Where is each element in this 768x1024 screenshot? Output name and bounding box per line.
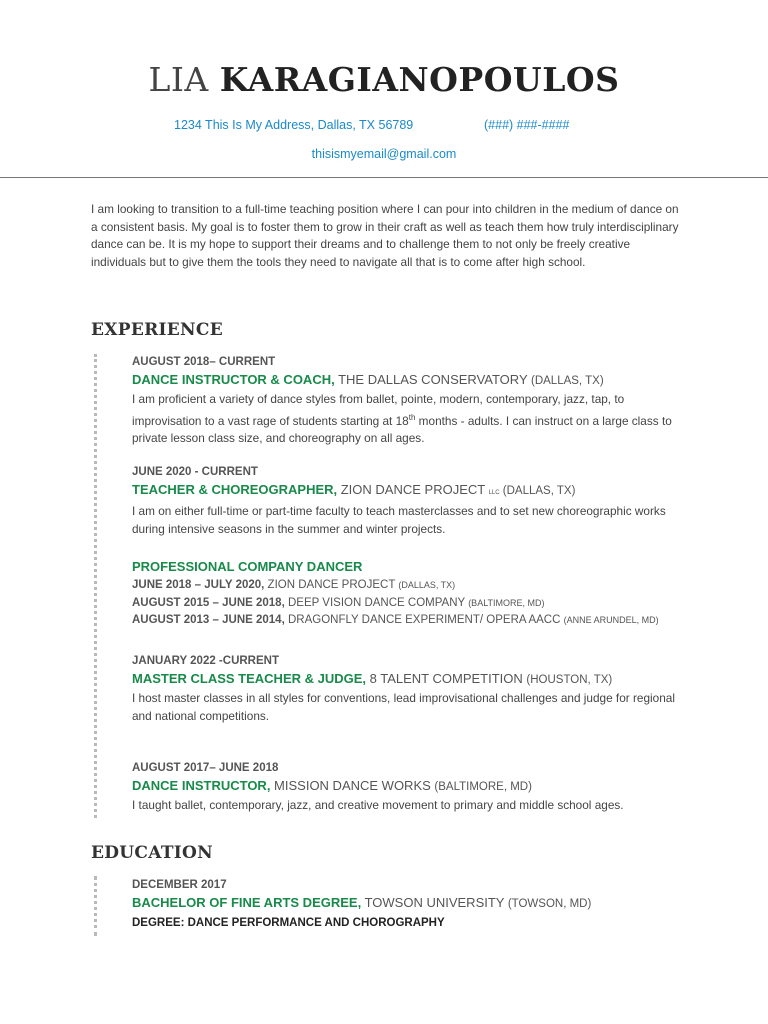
entry-role xyxy=(132,776,680,797)
entry-org: MISSION DANCE WORKS xyxy=(270,778,435,793)
company-line: JUNE 2018 – JULY 2020, ZION DANCE PROJECT (DALLAS, TX) xyxy=(132,579,456,591)
entry-description: I am proficient a variety of dance styles from ballet, pointe, modern, contemporary, jazz, tap, to improvisation to a vast rage of students starting at 18th months - adults. I can instruct on a large class to private lesson class size, and choreography on all ages. xyxy=(132,392,672,446)
email[interactable]: thisismyemail@gmail.com xyxy=(311,147,457,161)
experience-entry-3 xyxy=(132,557,680,630)
entry-date: AUGUST 2018– CURRENT xyxy=(132,356,276,368)
entry-location: (DALLAS, TX) xyxy=(531,375,604,387)
header-divider xyxy=(0,177,768,178)
education-entry xyxy=(132,877,680,932)
address: 1234 This Is My Address, Dallas, TX 56789 xyxy=(174,118,414,132)
experience-timeline-line xyxy=(94,354,97,818)
entry-date: JANUARY 2022 -CURRENT xyxy=(132,655,279,667)
education-heading: EDUCATION xyxy=(91,843,213,863)
entry-location: (BALTIMORE, MD) xyxy=(434,781,532,793)
entry-date: AUGUST 2017– JUNE 2018 xyxy=(132,762,279,774)
experience-entry-2 xyxy=(132,464,680,538)
entry-title: BACHELOR OF FINE ARTS DEGREE, xyxy=(132,895,362,910)
entry-title: MASTER CLASS TEACHER & JUDGE, xyxy=(132,671,367,686)
degree-detail: DEGREE: DANCE PERFORMANCE AND CHOROGRAPHY xyxy=(132,917,445,929)
experience-heading: EXPERIENCE xyxy=(91,320,223,340)
experience-entry-4 xyxy=(132,653,680,725)
last-name: KARAGIANOPOULOS xyxy=(219,60,620,99)
entry-location: (TOWSON, MD) xyxy=(507,898,592,910)
entry-date: JUNE 2020 - CURRENT xyxy=(132,466,258,478)
company-line: AUGUST 2015 – JUNE 2018, DEEP VISION DANCE COMPANY (BALTIMORE, MD) xyxy=(132,596,545,609)
entry-org: THE DALLAS CONSERVATORY xyxy=(334,372,531,387)
experience-entry-1 xyxy=(132,354,680,448)
entry-org: ZION DANCE PROJECT xyxy=(337,482,489,497)
entry-role xyxy=(132,669,680,690)
entry-role xyxy=(132,370,680,391)
first-name: LIA xyxy=(148,60,209,99)
summary: I am looking to transition to a full-time teaching position where I can pour into children in the medium of dance on a consistent basis. My goal is to foster them to grow in their craft as well as teach them how truly interdisciplinary dance can be. It is my hope to support their dreams and to challenge them to not only be freely creative individuals but to give them the tools they need to navigate all that is to come after high school. xyxy=(91,202,679,270)
entry-title: DANCE INSTRUCTOR & COACH, xyxy=(132,372,335,387)
entry-description: I am on either full-time or part-time faculty to teach masterclasses and to set new choreographic works during intensive seasons in the summer and winter projects. xyxy=(132,504,666,536)
entry-location: (DALLAS, TX) xyxy=(499,485,576,497)
entry-role xyxy=(132,480,680,503)
entry-title: TEACHER & CHOREOGRAPHER, xyxy=(132,482,338,497)
entry-org: TOWSON UNIVERSITY xyxy=(361,895,508,910)
entry-location: (HOUSTON, TX) xyxy=(526,674,613,686)
applicant-name xyxy=(0,60,768,99)
entry-description: I host master classes in all styles for conventions, lead improvisational challenges and judge for regional and national competitions. xyxy=(132,691,675,723)
entry-title: DANCE INSTRUCTOR, xyxy=(132,778,271,793)
entry-org: 8 TALENT COMPETITION xyxy=(366,671,527,686)
experience-entry-5 xyxy=(132,760,680,815)
entry-role xyxy=(132,893,680,914)
company-line: AUGUST 2013 – JUNE 2014, DRAGONFLY DANCE EXPERIMENT/ OPERA AACC (ANNE ARUNDEL, MD) xyxy=(132,614,659,626)
education-timeline-line xyxy=(94,876,97,936)
entry-title: PROFESSIONAL COMPANY DANCER xyxy=(132,559,363,574)
entry-llc: LLC xyxy=(488,490,500,496)
entry-date: DECEMBER 2017 xyxy=(132,879,227,891)
entry-description: I taught ballet, contemporary, jazz, and creative movement to primary and middle school ages. xyxy=(132,798,624,812)
phone: (###) ###-#### xyxy=(484,118,570,132)
